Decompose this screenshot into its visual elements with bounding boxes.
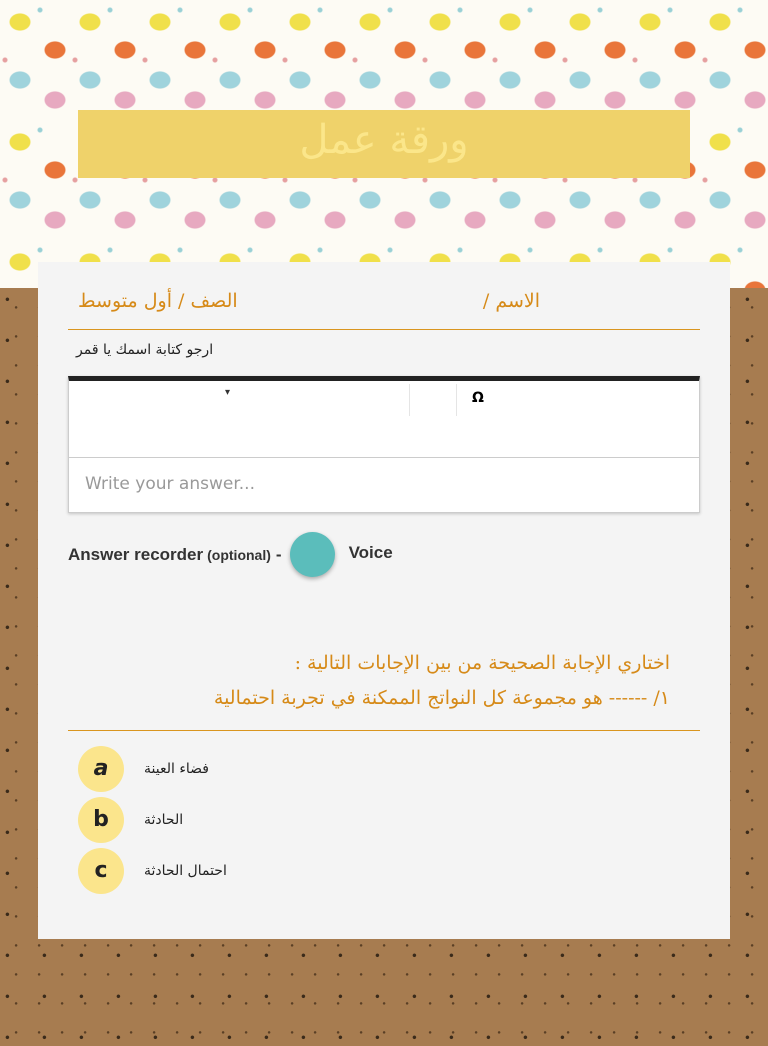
worksheet-card bbox=[38, 262, 730, 939]
dash: - bbox=[275, 544, 282, 564]
option-a[interactable] bbox=[78, 746, 209, 792]
optional-label: (optional) bbox=[207, 546, 271, 563]
question bbox=[68, 646, 700, 731]
option-text: فضاء العينة bbox=[144, 761, 209, 777]
question-instruction: اختاري الإجابة الصحيحة من بين الإجابات التالية : bbox=[294, 652, 670, 674]
answer-editor bbox=[68, 376, 700, 513]
answer-input[interactable]: Write your answer... bbox=[69, 457, 699, 513]
name-hint: ارجو كتابة اسمك يا قمر bbox=[76, 342, 214, 358]
option-text: الحادثة bbox=[144, 812, 184, 828]
toolbar-divider bbox=[456, 384, 457, 416]
special-character-button[interactable]: Ω bbox=[472, 390, 484, 406]
worksheet-title-banner bbox=[78, 110, 690, 178]
page-title: ورقة عمل bbox=[299, 117, 469, 163]
option-b[interactable] bbox=[78, 797, 183, 843]
editor-toolbar bbox=[69, 381, 699, 419]
voice-label: Voice bbox=[348, 542, 393, 562]
name-label: الاسم / bbox=[482, 290, 540, 312]
question-text: ١/ ------ هو مجموعة كل النواتج الممكنة في تجربة احتمالية bbox=[213, 687, 670, 709]
toolbar-divider bbox=[409, 384, 410, 416]
option-c[interactable] bbox=[78, 848, 227, 894]
grade-label: الصف / أول متوسط bbox=[78, 290, 238, 312]
option-text: احتمال الحادثة bbox=[144, 863, 227, 879]
student-info-header bbox=[68, 280, 700, 330]
recorder-label: Answer recorder bbox=[68, 544, 204, 564]
answer-recorder bbox=[68, 532, 393, 577]
option-letter[interactable]: a bbox=[78, 746, 124, 792]
option-letter[interactable]: b bbox=[78, 797, 124, 843]
format-dropdown-icon[interactable]: ▾ bbox=[225, 387, 231, 398]
record-button[interactable] bbox=[290, 532, 335, 577]
option-letter[interactable]: c bbox=[78, 848, 124, 894]
